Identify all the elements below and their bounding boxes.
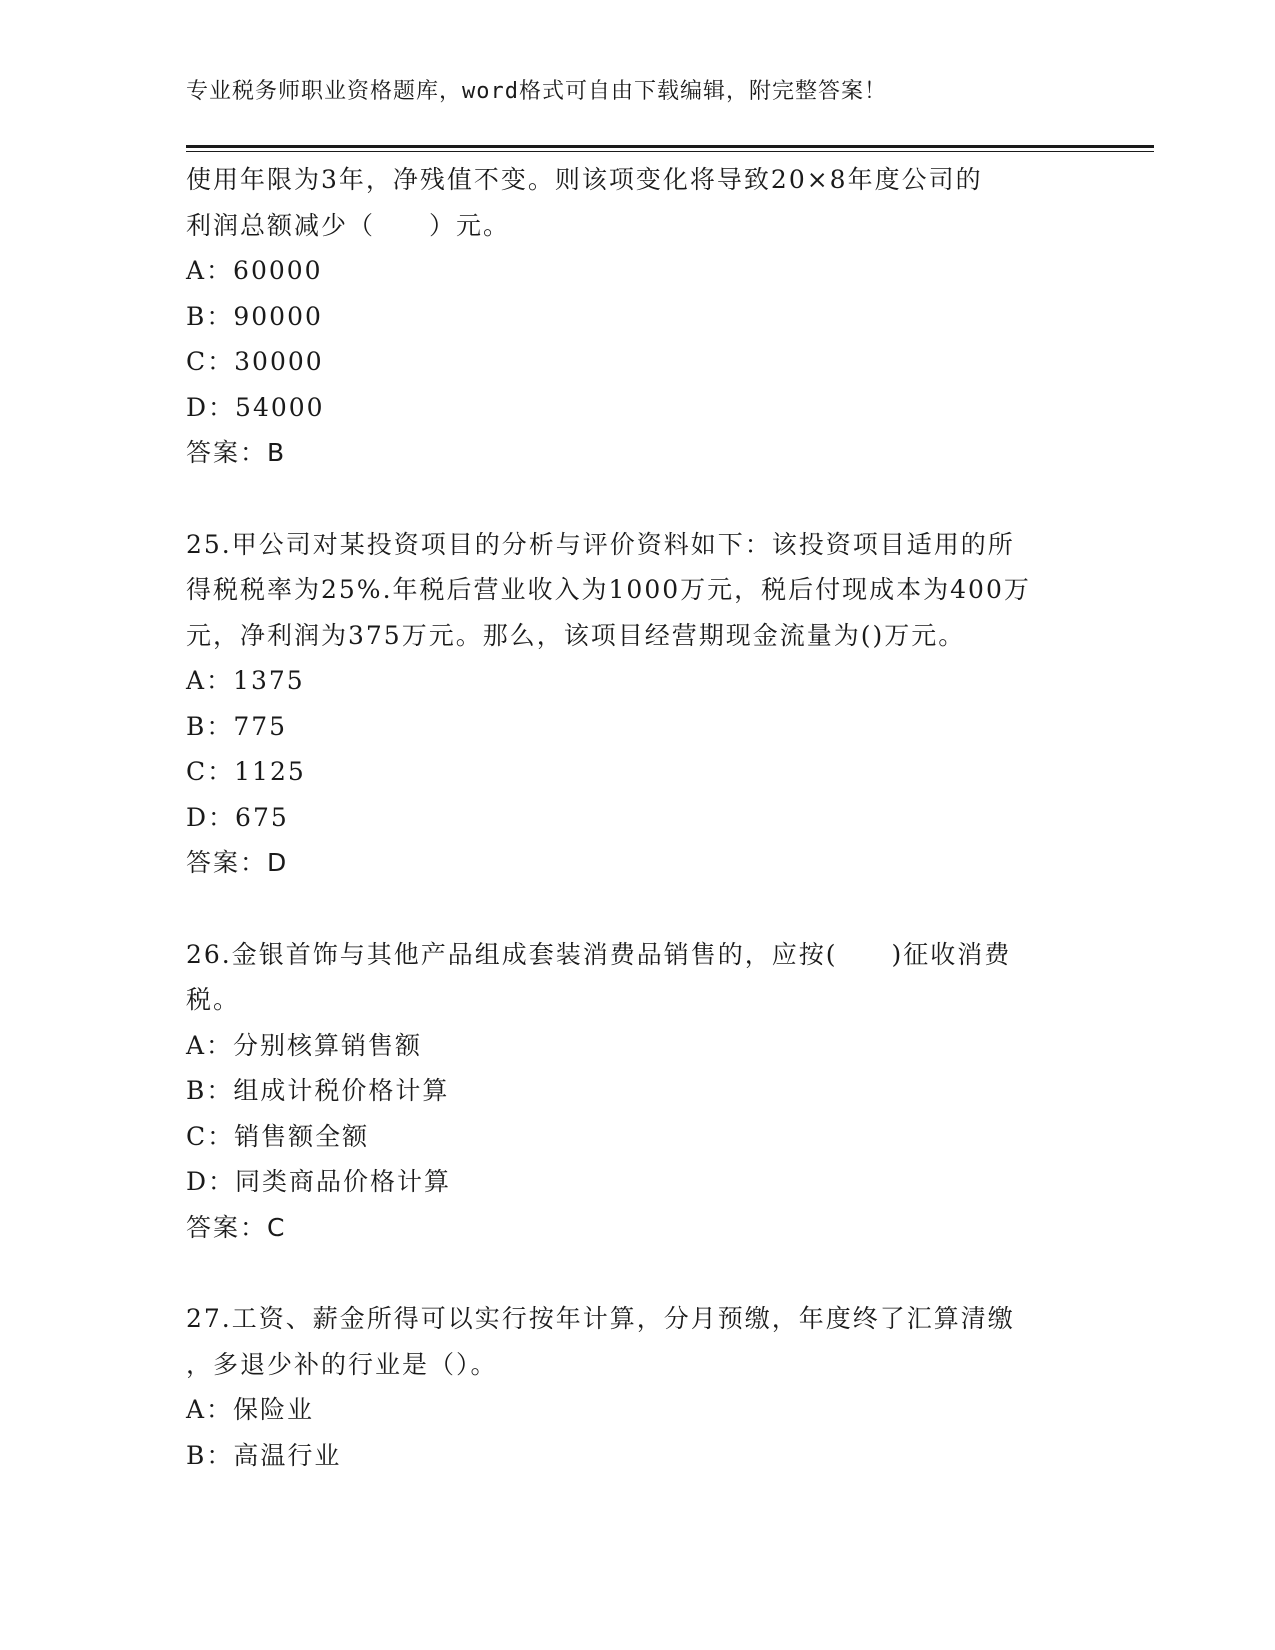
question-text-line: 27.工资、薪金所得可以实行按年计算，分月预缴，年度终了汇算清缴	[186, 1304, 1015, 1333]
option-b: B：775	[186, 711, 288, 741]
question-text-line: 25.甲公司对某投资项目的分析与评价资料如下：该投资项目适用的所	[186, 529, 1015, 559]
answer-line: 答案：B	[186, 438, 287, 467]
option-a: A：保险业	[186, 1395, 315, 1424]
question-text-line: 得税税率为25%.年税后营业收入为1000万元，税后付现成本为400万	[186, 575, 1031, 604]
header-rule-thick	[186, 145, 1154, 148]
option-c: C：30000	[186, 347, 324, 376]
header-rule-thin	[186, 151, 1154, 152]
question-block-27	[186, 1296, 1086, 1478]
page-header: 专业税务师职业资格题库，word格式可自由下载编辑，附完整答案！	[186, 79, 887, 104]
option-d: D：675	[186, 802, 289, 832]
question-text-line: 26.金银首饰与其他产品组成套装消费品销售的，应按( )征收消费	[186, 939, 1012, 969]
question-text-line: 税。	[186, 985, 241, 1014]
option-b: B：90000	[186, 301, 323, 331]
option-c: C：销售额全额	[186, 1121, 370, 1151]
option-b: B：组成计税价格计算	[186, 1076, 450, 1105]
question-text-line: 利润总额减少（ ）元。	[186, 210, 511, 240]
option-a: A：1375	[186, 666, 305, 695]
question-block-24	[186, 157, 1086, 476]
question-block-26	[186, 932, 1086, 1251]
question-list	[186, 157, 1086, 1478]
option-a: A：60000	[186, 256, 323, 285]
option-d: D：54000	[186, 392, 325, 422]
option-a: A：分别核算销售额	[186, 1030, 423, 1060]
question-text-line: 元，净利润为375万元。那么，该项目经营期现金流量为()万元。	[186, 620, 966, 650]
option-c: C：1125	[186, 757, 306, 786]
option-d: D：同类商品价格计算	[186, 1167, 452, 1196]
option-b: B：高温行业	[186, 1440, 342, 1470]
question-block-25	[186, 522, 1086, 886]
answer-line: 答案：C	[186, 1212, 287, 1242]
question-text-line: 使用年限为3年，净残值不变。则该项变化将导致20×8年度公司的	[186, 165, 983, 194]
answer-line: 答案：D	[186, 848, 289, 877]
question-text-line: ，多退少补的行业是（）。	[186, 1349, 498, 1379]
